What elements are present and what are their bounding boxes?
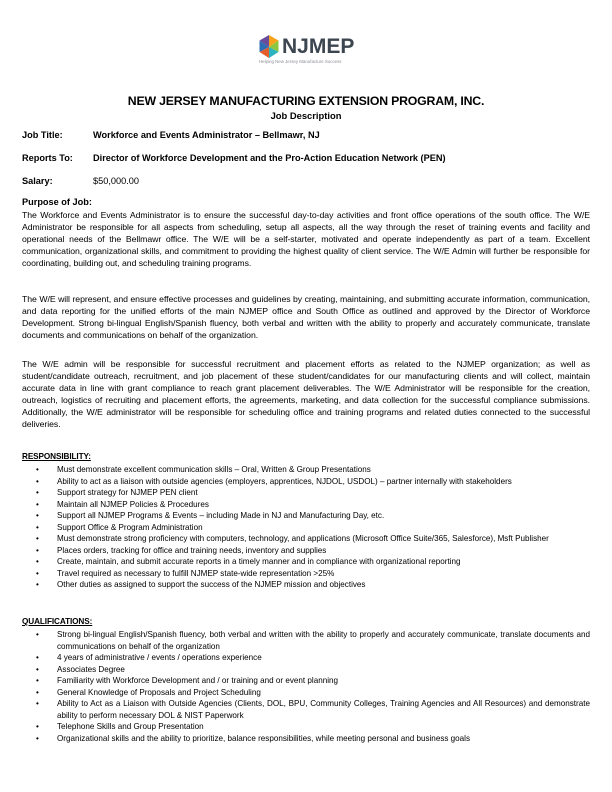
salary-label: Salary: (22, 176, 53, 186)
list-item (22, 545, 590, 557)
list-item (22, 487, 590, 499)
reports-to-label: Reports To: (22, 153, 73, 163)
bullet-icon: • (36, 722, 39, 732)
list-item (22, 664, 590, 676)
list-item-text: Other duties as assigned to support the success of the NJMEP mission and objectives (57, 580, 366, 590)
list-item-text: Must demonstrate strong proficiency with computers, technology, and applications (Microsoft Office Suite/365, Salesforce), Msft Publisher (57, 534, 549, 544)
list-item (22, 652, 590, 664)
list-item (22, 733, 590, 745)
list-item-text: Support Office & Program Administration (57, 522, 203, 532)
purpose-paragraph-2: The W/E will represent, and ensure effective processes and guidelines by creating, maintaining, and submitting accurate information, communication, and data reporting for the unified efforts of the main NJMEP office and South Office as outlined and approved by the Director of Workforce Development. Strong bi-lingual English/Spanish fluency, both verbal and written with the ability to properly and accurately communicate, translate documents and communications on behalf of the organization. (22, 294, 590, 341)
list-item (22, 464, 590, 476)
logo-tagline: Helping New Jersey Manufacture Success (259, 59, 342, 64)
list-item (22, 721, 590, 733)
reports-to-value: Director of Workforce Development and the Pro-Action Education Network (PEN) (93, 153, 446, 163)
responsibility-heading: RESPONSIBILITY: (22, 452, 91, 461)
bullet-icon: • (36, 476, 39, 486)
list-item-text: Telephone Skills and Group Presentation (57, 722, 204, 732)
bullet-icon: • (36, 568, 39, 578)
list-item (22, 556, 590, 568)
list-item-text: Support strategy for NJMEP PEN client (57, 488, 198, 498)
job-title-label: Job Title: (22, 130, 63, 140)
bullet-icon: • (36, 499, 39, 509)
bullet-icon: • (36, 522, 39, 532)
list-item-text: Strong bi-lingual English/Spanish fluency, both verbal and written with the ability to properly and accurately communicate, translate documents and communications on behalf of the organization (57, 630, 590, 651)
bullet-icon: • (36, 733, 39, 743)
bullet-icon: • (36, 653, 39, 663)
list-item-text: Associates Degree (57, 664, 125, 674)
bullet-icon: • (36, 630, 39, 639)
bullet-icon: • (36, 580, 39, 590)
list-item-text: Ability to Act as a Liaison with Outside Agencies (Clients, DOL, BPU, Community Colleges, Training Agencies and All Resources) and demonstrate ability to perform necessary DOL & NIST Paperwork (57, 699, 590, 720)
job-title-value: Workforce and Events Administrator – Bellmawr, NJ (93, 130, 320, 140)
bullet-icon: • (36, 699, 39, 709)
bullet-icon: • (36, 676, 39, 686)
logo-wordmark: NJMEP (282, 35, 355, 58)
list-item (22, 533, 590, 545)
list-item-text: General Knowledge of Proposals and Project Scheduling (57, 687, 261, 697)
list-item-text: Support all NJMEP Programs & Events – including Made in NJ and Manufacturing Day, etc. (57, 511, 385, 521)
purpose-paragraph-1: The Workforce and Events Administrator is to ensure the successful day-to-day activities and front office operations of the south office. The W/E Administrator be responsible for all aspects from scheduling, setup all aspects, all the way through the reset of training events and facility and operational needs of the Bellmawr office. The W/E will be a self-starter, motivated and operate independently as part of a team. Excellent communication, organizational skills, and commitment to providing the highest quality of client service. The W/E Admin will further be responsible for coordinating, building out, and scheduling training programs. (22, 210, 590, 269)
list-item (22, 675, 590, 687)
list-item-text: Places orders, tracking for office and training needs, inventory and supplies (57, 545, 327, 555)
qualifications-heading: QUALIFICATIONS: (22, 617, 93, 626)
list-item (22, 579, 590, 591)
purpose-paragraph-3: The W/E admin will be responsible for successful recruitment and placement efforts as related to the NJMEP organization; as well as student/candidate outreach, recruitment, and job placement of these student/candidates for our manufacturing clients and will collect, maintain accurate data in line with grant compliance to reach grant placement deliverables. The W/E Administrator will be responsible for the creation, outreach, logistics of recruiting and placement efforts, the agreements, marketing, and data collection for the successful compliance submissions. Additionally, the W/E administrator will be responsible for scheduling office and training programs and related duties connected to the successful deliveries. (22, 359, 590, 430)
purpose-heading: Purpose of Job: (22, 197, 92, 207)
list-item-text: Organizational skills and the ability to prioritize, balance responsibilities, while meeting personal and business goals (57, 733, 471, 743)
list-item-text: Maintain all NJMEP Policies & Procedures (57, 499, 209, 509)
bullet-icon: • (36, 545, 39, 555)
list-item (22, 687, 590, 699)
document-subtitle: Job Description (270, 110, 342, 121)
list-item-text: Travel required as necessary to fulfill NJMEP state-wide representation >25% (57, 568, 335, 578)
list-item (22, 629, 590, 652)
list-item (22, 476, 590, 488)
list-item-text: Ability to act as a liaison with outside agencies (employers, apprentices, NJDOL, USDOL) – partner internally with stakeholders (57, 476, 512, 486)
list-item (22, 510, 590, 522)
bullet-icon: • (36, 664, 39, 674)
list-item-text: Must demonstrate excellent communication skills – Oral, Written & Group Presentations (57, 465, 371, 474)
salary-value: $50,000.00 (93, 176, 139, 186)
list-item (22, 698, 590, 721)
bullet-icon: • (36, 687, 39, 697)
bullet-icon: • (36, 511, 39, 521)
bullet-icon: • (36, 557, 39, 567)
list-item (22, 522, 590, 534)
list-item (22, 499, 590, 511)
list-item (22, 568, 590, 580)
list-item-text: Create, maintain, and submit accurate reports in a timely manner and in compliance with organizational reporting (57, 557, 461, 567)
njmep-logo (258, 35, 358, 69)
list-item-text: 4 years of administrative / events / operations experience (57, 653, 262, 663)
responsibility-list (22, 464, 590, 591)
list-item-text: Familiarity with Workforce Development and / or training and or event planning (57, 676, 339, 686)
hexagon-logo-icon (258, 35, 280, 59)
bullet-icon: • (36, 465, 39, 474)
qualifications-list (22, 629, 590, 744)
bullet-icon: • (36, 534, 39, 544)
bullet-icon: • (36, 488, 39, 498)
document-title: NEW JERSEY MANUFACTURING EXTENSION PROGRAM, INC. (127, 94, 485, 108)
